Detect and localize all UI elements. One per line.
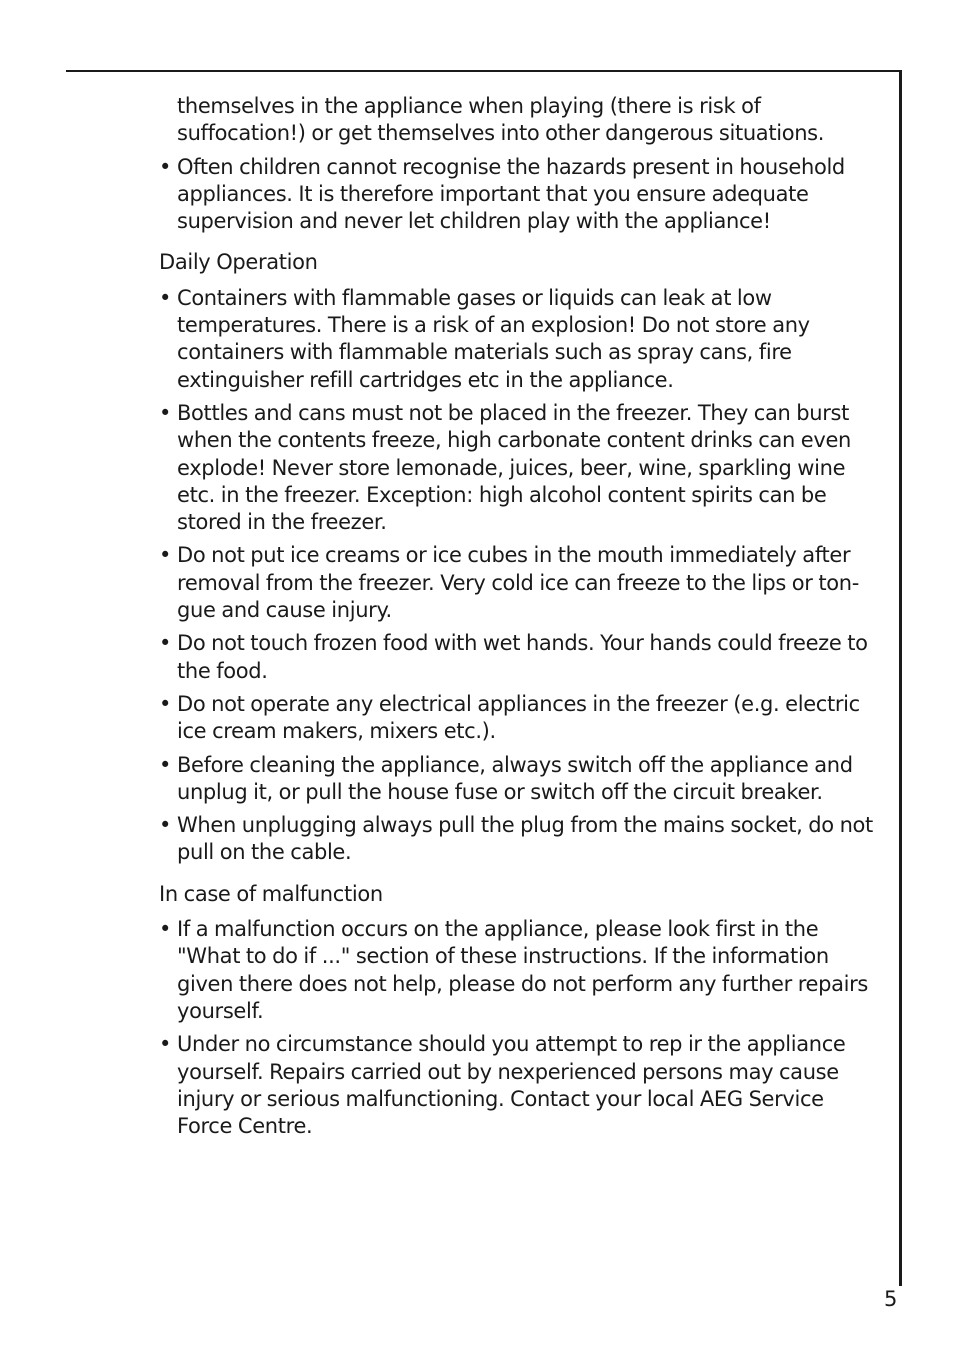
- bullet-icon: •: [159, 691, 172, 716]
- list-item: [159, 691, 874, 746]
- list-item-text: Do not put ice creams or ice cubes in the mouth immediately after removal from the freezer. Very cold ice can freeze to the lips or ton-gue and cause injury.: [177, 543, 859, 623]
- bullet-icon: •: [159, 631, 172, 656]
- intro-continuation-paragraph: themselves in the appliance when playing (there is risk of suffocation!) or get themselves into other dangerous situations.: [177, 94, 825, 146]
- malfunction-heading: In case of malfunction: [159, 881, 383, 906]
- list-item: [159, 812, 874, 867]
- page-body: [159, 93, 874, 1146]
- list-item: [159, 916, 874, 1025]
- list-item-text: Bottles and cans must not be placed in the freezer. They can burst when the contents freeze, high carbonate content drinks can even explode! Never store lemonade, juices, beer, wine, sparkling wine etc. in the freezer. Exception: high alcohol content spirits can be stored in the freezer.: [177, 400, 851, 535]
- bullet-icon: •: [159, 813, 172, 838]
- page-number: 5: [884, 1287, 898, 1311]
- top-rule: [66, 70, 902, 72]
- list-item-text: Do not touch frozen food with wet hands. Your hands could freeze to the food.: [177, 631, 868, 683]
- bullet-icon: •: [159, 400, 172, 425]
- list-item-text: Under no circumstance should you attempt to rep ir the appliance yourself. Repairs carried out by nexperienced persons may cause injury or serious malfunctioning. Contact your local AEG Service Force Centre.: [177, 1032, 846, 1139]
- list-item: [159, 400, 874, 536]
- bullet-icon: •: [159, 752, 172, 777]
- bullet-icon: •: [159, 917, 172, 942]
- daily-operation-heading: Daily Operation: [159, 250, 318, 275]
- list-item: [159, 542, 874, 624]
- list-item-text: Before cleaning the appliance, always switch off the appliance and unplug it, or pull the house fuse or switch off the circuit breaker.: [177, 752, 853, 804]
- list-item: [159, 752, 874, 807]
- list-item: [159, 154, 874, 236]
- list-item-text: Containers with flammable gases or liquids can leak at low temperatures. There is a risk of an explosion! Do not store any containers with flammable materials such as spray cans, fire extinguisher refill cartridges etc in the appliance.: [177, 285, 810, 392]
- right-margin-rule: [899, 70, 902, 1286]
- bullet-icon: •: [159, 543, 172, 568]
- bullet-icon: •: [159, 154, 172, 179]
- list-item: [159, 630, 874, 685]
- list-item-text: Do not operate any electrical appliances in the freezer (e.g. electric ice cream makers, mixers etc.).: [177, 691, 860, 744]
- list-item: [159, 1031, 874, 1140]
- list-item-text: When unplugging always pull the plug from the mains socket, do not pull on the cable.: [177, 813, 873, 865]
- list-item: [159, 285, 874, 394]
- list-item-text: Often children cannot recognise the hazards present in household appliances. It is therefore important that you ensure adequate supervision and never let children play with the appliance!: [177, 154, 845, 234]
- list-item-text: If a malfunction occurs on the appliance, please look first in the "What to do if ..." section of these instructions. If the information given there does not help, please do not perform any further repairs yourself.: [177, 917, 868, 1023]
- bullet-icon: •: [159, 285, 172, 310]
- bullet-icon: •: [159, 1032, 172, 1057]
